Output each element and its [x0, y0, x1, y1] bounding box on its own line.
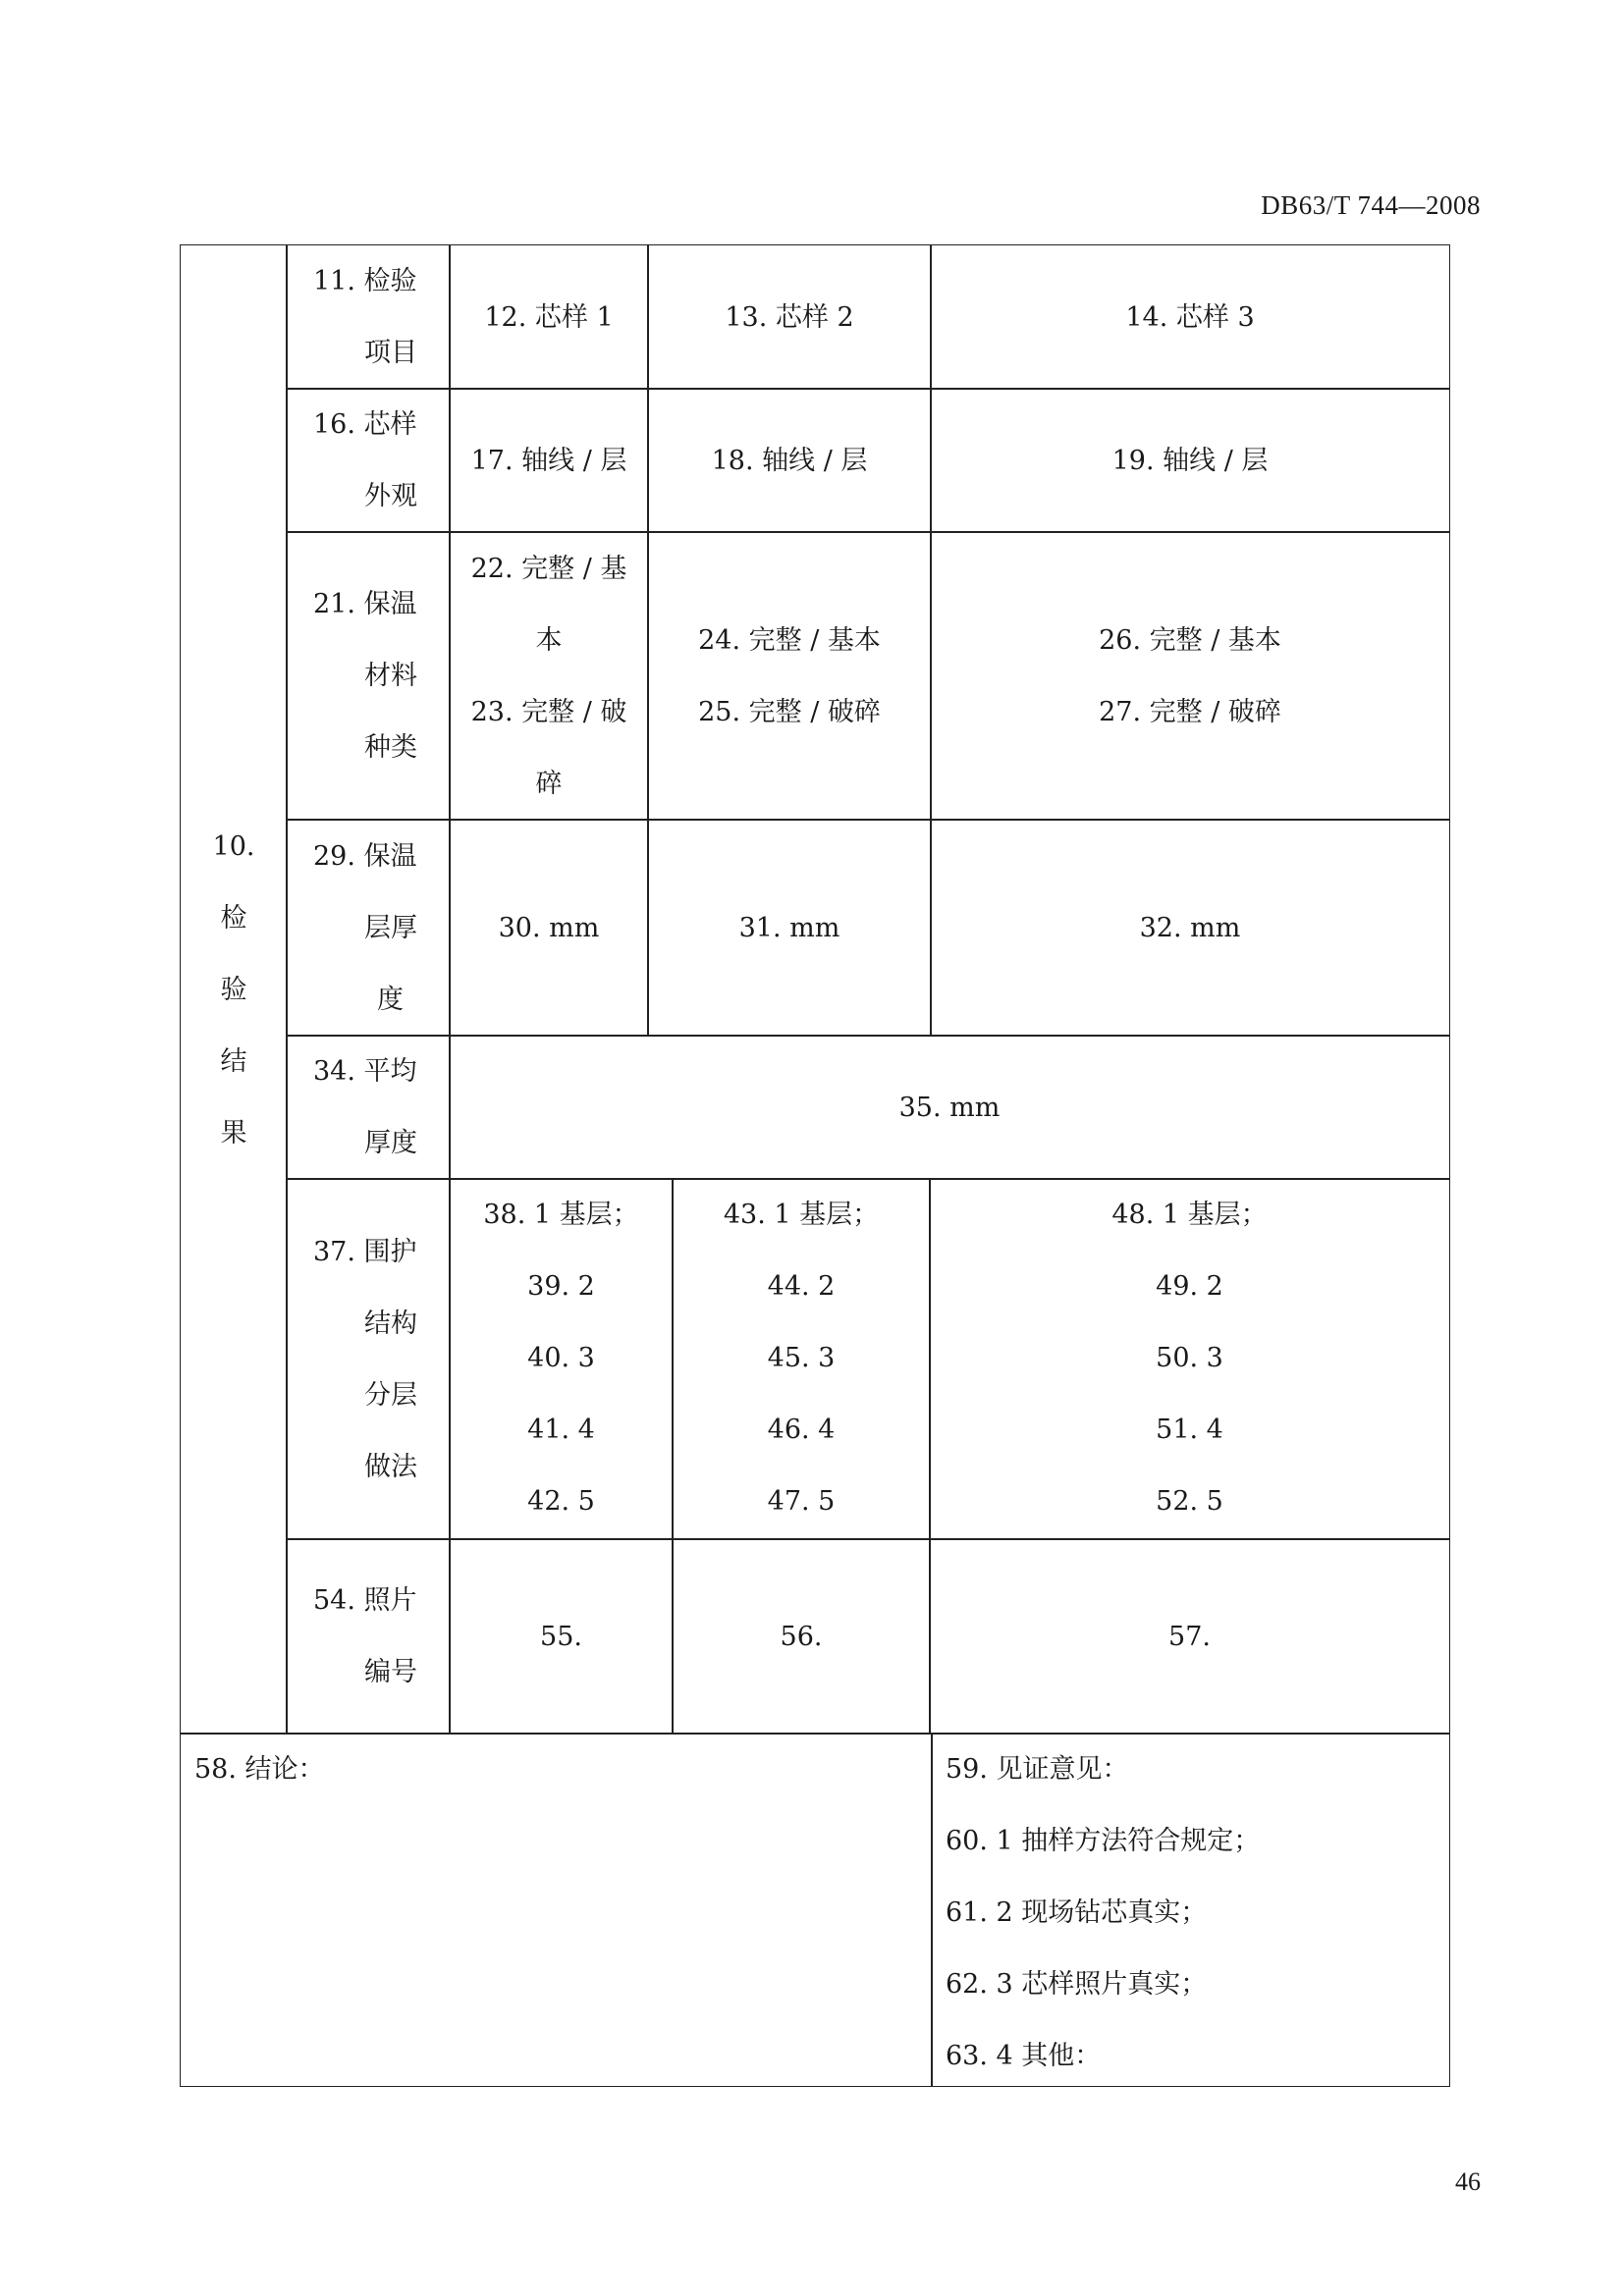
thickness-sample-2: 31. mm [647, 819, 932, 1037]
witness-item: 63. 4 其他： [946, 2041, 1102, 2071]
label-inspection-item: 11. 检验 项目 [286, 244, 451, 390]
document-code: DB63/T 744—2008 [1261, 190, 1481, 220]
thickness-sample-3: 32. mm [930, 819, 1450, 1037]
label-insulation-thickness: 29. 保温 层厚 度 [286, 819, 451, 1037]
witness-title: 59. 见证意见： [946, 1754, 1129, 1785]
insulation-material-sample-1: 22. 完整 / 基 本 23. 完整 / 破 碎 [449, 531, 649, 821]
label-photo-number: 54. 照片 编号 [286, 1538, 451, 1735]
photo-number-sample-1: 55. [449, 1538, 674, 1735]
witness-item: 60. 1 抽样方法符合规定； [946, 1826, 1261, 1856]
layers-sample-1: 38. 1 基层； 39. 2 40. 3 41. 4 42. 5 [449, 1178, 674, 1540]
core-sample-2-header: 13. 芯样 2 [647, 244, 932, 390]
photo-number-sample-2: 56. [672, 1538, 931, 1735]
label-core-appearance: 16. 芯样 外观 [286, 388, 451, 533]
inspection-results-table [180, 244, 1450, 2087]
insulation-material-sample-2: 24. 完整 / 基本 25. 完整 / 破碎 [647, 531, 932, 821]
core-sample-3-header: 14. 芯样 3 [930, 244, 1450, 390]
appearance-sample-2: 18. 轴线 / 层 [647, 388, 932, 533]
page-number: 46 [1455, 2167, 1481, 2196]
layers-sample-2: 43. 1 基层； 44. 2 45. 3 46. 4 47. 5 [672, 1178, 931, 1540]
witness-opinion-box [931, 1733, 1450, 2087]
appearance-sample-1: 17. 轴线 / 层 [449, 388, 649, 533]
core-sample-1-header: 12. 芯样 1 [449, 244, 649, 390]
layers-sample-3: 48. 1 基层； 49. 2 50. 3 51. 4 52. 5 [929, 1178, 1450, 1540]
witness-item: 62. 3 芯样照片真实； [946, 1969, 1208, 2000]
average-thickness-value: 35. mm [449, 1035, 1450, 1180]
results-section-title: 10. 检 验 结 果 [180, 244, 288, 1735]
witness-item: 61. 2 现场钻芯真实； [946, 1897, 1208, 1928]
conclusion-box [180, 1733, 933, 2087]
label-layered-construction: 37. 围护 结构 分层 做法 [286, 1178, 451, 1540]
label-insulation-material: 21. 保温 材料 种类 [286, 531, 451, 821]
label-average-thickness: 34. 平均 厚度 [286, 1035, 451, 1180]
appearance-sample-3: 19. 轴线 / 层 [930, 388, 1450, 533]
insulation-material-sample-3: 26. 完整 / 基本 27. 完整 / 破碎 [930, 531, 1450, 821]
thickness-sample-1: 30. mm [449, 819, 649, 1037]
conclusion-label: 58. 结论： [194, 1754, 325, 1785]
photo-number-sample-3: 57. [929, 1538, 1450, 1735]
